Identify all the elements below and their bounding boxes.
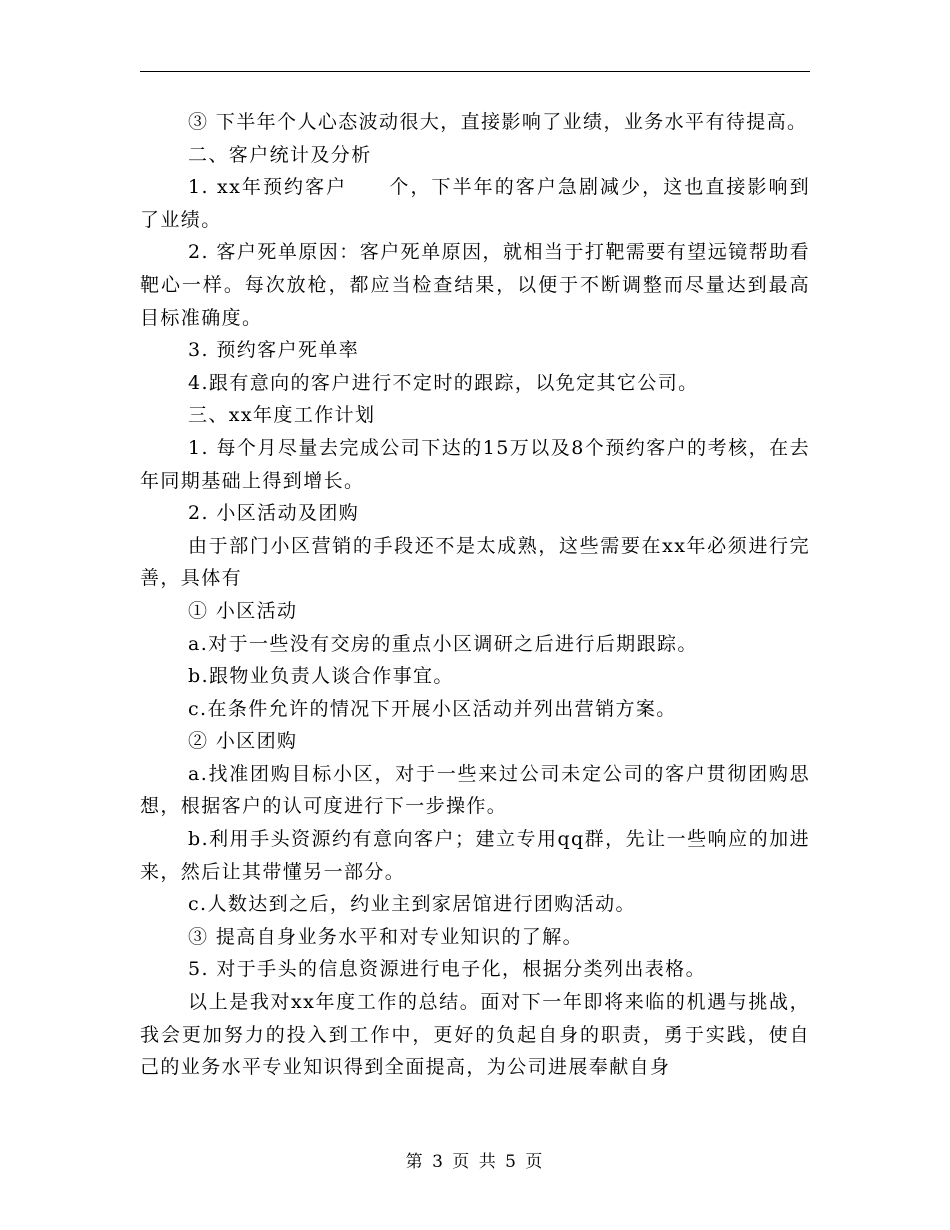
paragraph: a.找准团购目标小区，对于一些来过公司未定公司的客户贯彻团购思想，根据客户的认可度进行下一步操作。 — [140, 762, 810, 818]
paragraph: b.跟物业负责人谈合作事宜。 — [188, 665, 454, 688]
header-rule — [140, 71, 810, 72]
body-text — [140, 106, 810, 1084]
paragraph: b.利用手头资源约有意向客户；建立专用qq群，先让一些响应的加进来，然后让其带懂另一部分。 — [140, 828, 810, 883]
paragraph: ③ 提高自身业务水平和对专业知识的了解。 — [188, 925, 584, 948]
paragraph: 3. 预约客户死单率 — [188, 339, 360, 362]
paragraph: 2. 客户死单原因：客户死单原因，就相当于打靶需要有望远镜帮助看靶心一样。每次放枪，都应当检查结果，以便于不断调整而尽量达到最高目标准确度。 — [140, 241, 810, 329]
paragraph: 由于部门小区营销的手段还不是太成熟，这些需要在xx年必须进行完善，具体有 — [140, 534, 810, 590]
paragraph: 5. 对于手头的信息资源进行电子化，根据分类列出表格。 — [188, 958, 706, 981]
paragraph: ① 小区活动 — [188, 599, 298, 622]
paragraph: 1. xx年预约客户 个，下半年的客户急剧减少，这也直接影响到了业绩。 — [140, 176, 810, 231]
paragraph: c.在条件允许的情况下开展小区活动并列出营销方案。 — [188, 697, 677, 720]
paragraph: 2. 小区活动及团购 — [188, 502, 360, 525]
paragraph: 1. 每个月尽量去完成公司下达的15万以及8个预约客户的考核，在去年同期基础上得到增长。 — [140, 436, 810, 492]
section-heading: 三、xx年度工作计划 — [188, 404, 376, 427]
paragraph: c.人数达到之后，约业主到家居馆进行团购活动。 — [188, 893, 636, 916]
paragraph: ② 小区团购 — [188, 730, 298, 753]
paragraph: 4.跟有意向的客户进行不定时的跟踪，以免定其它公司。 — [188, 371, 699, 394]
paragraph: 以上是我对xx年度工作的总结。面对下一年即将来临的机遇与挑战，我会更加努力的投入到工作中，更好的负起自身的职责，勇于实践，使自己的业务水平专业知识得到全面提高，为公司进展奉献自身 — [140, 991, 810, 1079]
section-heading: 二、客户统计及分析 — [188, 143, 372, 166]
paragraph: a.对于一些没有交房的重点小区调研之后进行后期跟踪。 — [188, 632, 698, 655]
page-footer: 第 3 页 共 5 页 — [405, 1152, 545, 1172]
paragraph: ③ 下半年个人心态波动很大，直接影响了业绩，业务水平有待提高。 — [188, 111, 808, 133]
